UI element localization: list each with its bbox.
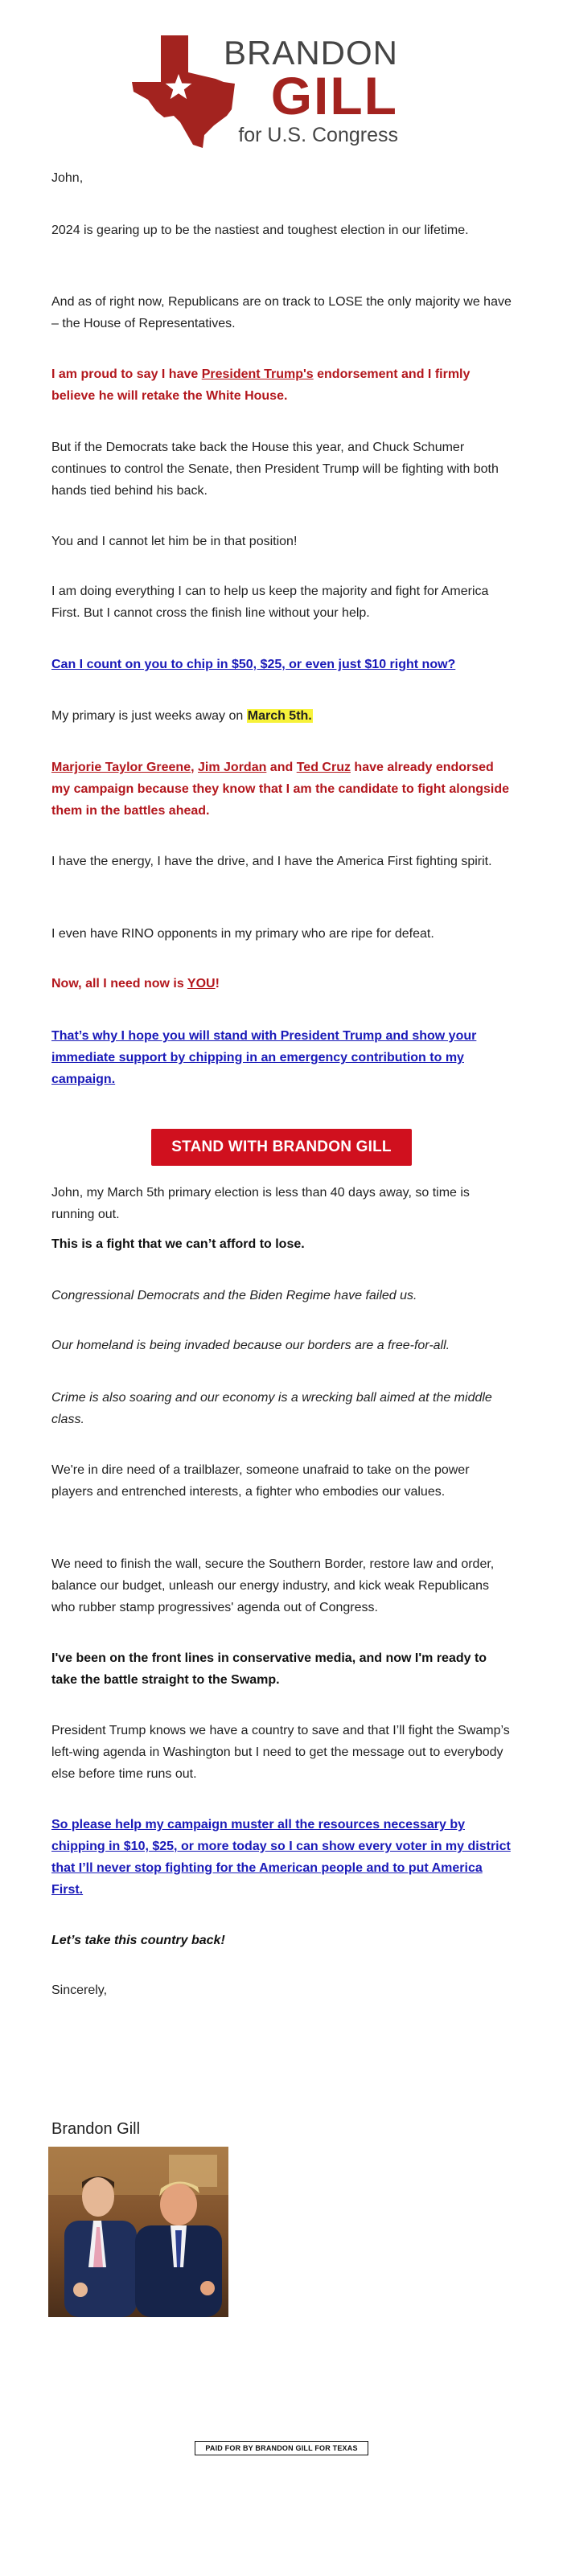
link-jim-jordan[interactable]: Jim Jordan: [198, 761, 267, 774]
paragraph-5: You and I cannot let him be in that position!: [51, 535, 298, 548]
logo-last-name: GILL: [270, 66, 398, 125]
paid-for-disclaimer: PAID FOR BY BRANDON GILL FOR TEXAS: [195, 2441, 368, 2455]
paragraph-6: I am doing everything I can to help us keep the majority and fight for America First. But I cannot cross the finish line without your help.: [51, 585, 489, 620]
paragraph-4: But if the Democrats take back the House this year, and Chuck Schumer continues to control the Senate, then President Trump will be fighting with both hands tied behind his back.: [51, 441, 499, 498]
stand-with-brandon-gill-button[interactable]: STAND WITH BRANDON GILL: [151, 1129, 412, 1166]
link-marjorie-taylor-greene[interactable]: Marjorie Taylor Greene: [51, 761, 191, 774]
closing: Sincerely,: [51, 1983, 108, 1997]
paragraph-10: I have the energy, I have the drive, and I have the America First fighting spirit.: [51, 855, 492, 868]
paragraph-24: Let’s take this country back!: [51, 1934, 225, 1947]
paragraph-22: President Trump knows we have a country to save and that I’ll fight the Swamp’s left-wing agenda in Washington but I need to get the message out to everybody else before time runs out.: [51, 1724, 510, 1781]
paragraph-20: We need to finish the wall, secure the Southern Border, restore law and order, balance our budget, unleash our energy industry, and kick weak Republicans who rubber stamp progressives' agenda out of Congress.: [51, 1557, 495, 1614]
primary-date-highlight: March 5th.: [247, 709, 312, 723]
link-you[interactable]: YOU: [187, 977, 216, 991]
paragraph-2: And as of right now, Republicans are on track to LOSE the only majority we have – the House of Representatives.: [51, 295, 512, 330]
donate-link-2[interactable]: That’s why I hope you will stand with President Trump and show your immediate support by chipping in an emergency contribution to my campaign.: [51, 1029, 477, 1086]
campaign-logo: [129, 32, 402, 153]
candidate-photo: [48, 2147, 228, 2317]
paragraph-19: We're in dire need of a trailblazer, someone unafraid to take on the power players and entrenched interests, a fighter who embodies our values.: [51, 1463, 470, 1499]
paragraph-3: I am proud to say I have President Trump's endorsement and I firmly believe he will retake the White House.: [51, 367, 471, 403]
paragraph-12: Now, all I need now is YOU!: [51, 977, 220, 991]
paragraph-15: This is a fight that we can’t afford to lose.: [51, 1237, 305, 1251]
logo-first-name: BRANDON: [223, 34, 398, 72]
paragraph-1: 2024 is gearing up to be the nastiest and toughest election in our lifetime.: [51, 224, 469, 237]
greeting: John,: [51, 171, 84, 185]
paragraph-17: Our homeland is being invaded because our borders are a free-for-all.: [51, 1339, 450, 1352]
donate-link-3[interactable]: So please help my campaign muster all the resources necessary by chipping in $10, $25, or more today so I can show every voter in my district that I’ll never stop fighting for the American people and to put America First.: [51, 1818, 511, 1897]
paragraph-8: My primary is just weeks away on March 5th.: [51, 709, 312, 723]
paragraph-18: Crime is also soaring and our economy is a wrecking ball aimed at the middle class.: [51, 1391, 492, 1426]
paragraph-14: John, my March 5th primary election is less than 40 days away, so time is running out.: [51, 1186, 470, 1221]
paragraph-9: Marjorie Taylor Greene, Jim Jordan and Ted Cruz have already endorsed my campaign because they know that I am the candidate to fight alongside them in the battles ahead.: [51, 761, 509, 818]
paragraph-11: I even have RINO opponents in my primary who are ripe for defeat.: [51, 927, 434, 941]
logo-tagline: for U.S. Congress: [238, 124, 398, 146]
paragraph-16: Congressional Democrats and the Biden Regime have failed us.: [51, 1289, 417, 1302]
link-ted-cruz[interactable]: Ted Cruz: [296, 761, 351, 774]
signature: Brandon Gill: [51, 2120, 141, 2138]
link-president-trump[interactable]: President Trump's: [201, 367, 314, 381]
donate-link-1[interactable]: Can I count on you to chip in $50, $25, or even just $10 right now?: [51, 658, 456, 671]
paragraph-21: I've been on the front lines in conservative media, and now I'm ready to take the battle straight to the Swamp.: [51, 1651, 487, 1687]
